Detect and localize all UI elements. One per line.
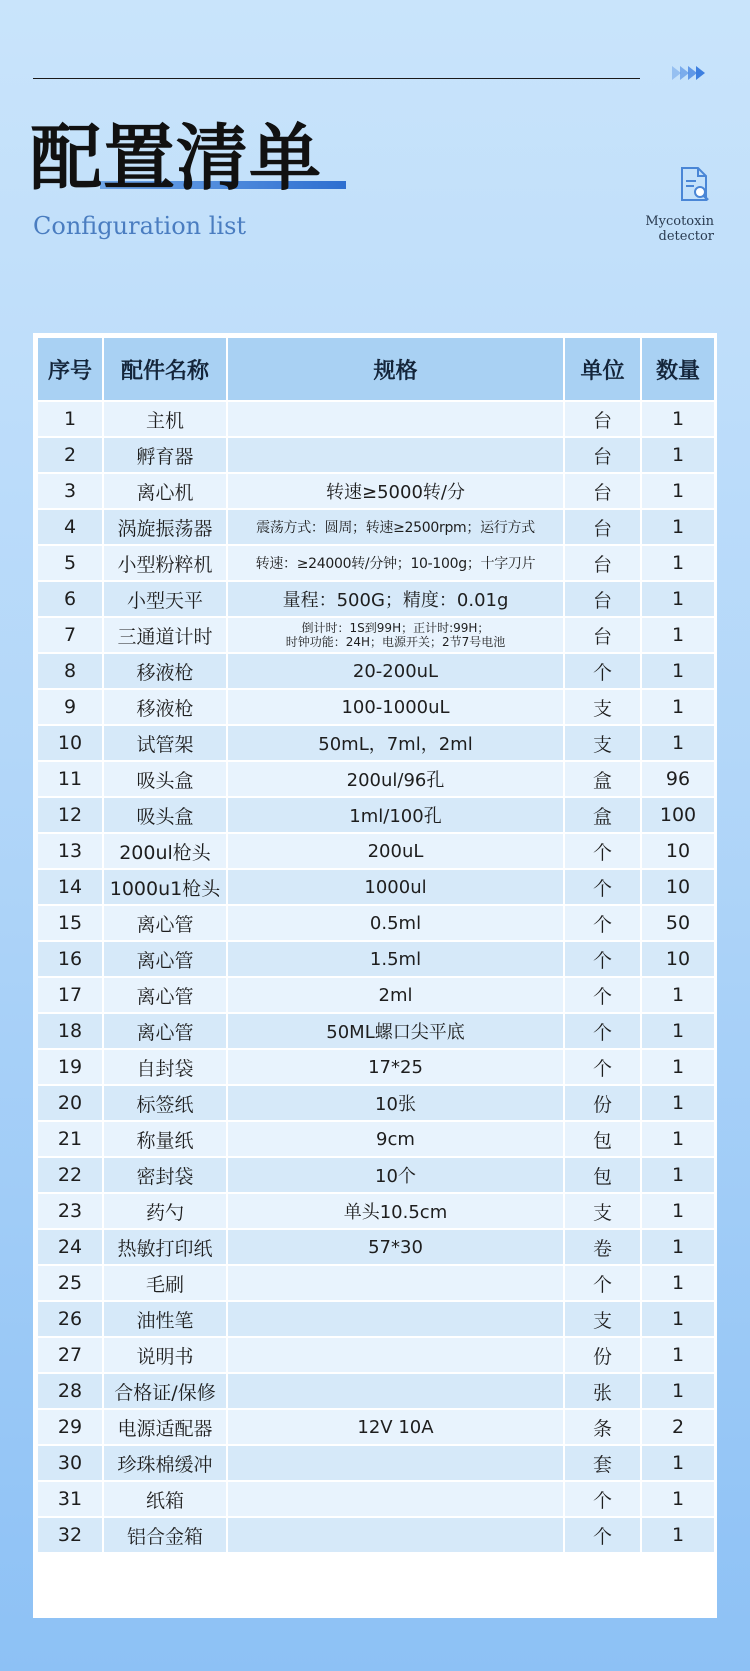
header-index: 序号 bbox=[37, 337, 103, 401]
cell-spec bbox=[227, 1373, 564, 1409]
cell-spec bbox=[227, 1265, 564, 1301]
cell-unit: 份 bbox=[564, 1085, 641, 1121]
table-row bbox=[37, 473, 715, 509]
cell-name: 小型天平 bbox=[103, 581, 227, 617]
table-row bbox=[37, 1265, 715, 1301]
cell-qty: 2 bbox=[641, 1409, 715, 1445]
cell-index: 8 bbox=[37, 653, 103, 689]
table-row bbox=[37, 1085, 715, 1121]
table-row bbox=[37, 1157, 715, 1193]
cell-name: 试管架 bbox=[103, 725, 227, 761]
header-part-name: 配件名称 bbox=[103, 337, 227, 401]
table-row bbox=[37, 1229, 715, 1265]
cell-spec: 10张 bbox=[227, 1085, 564, 1121]
table-row bbox=[37, 581, 715, 617]
cell-spec: 100-1000uL bbox=[227, 689, 564, 725]
table-row bbox=[37, 869, 715, 905]
document-analysis-icon bbox=[676, 165, 712, 203]
cell-unit: 条 bbox=[564, 1409, 641, 1445]
cell-qty: 1 bbox=[641, 1049, 715, 1085]
cell-unit: 台 bbox=[564, 437, 641, 473]
cell-unit: 包 bbox=[564, 1157, 641, 1193]
cell-index: 20 bbox=[37, 1085, 103, 1121]
cell-name: 离心机 bbox=[103, 473, 227, 509]
cell-name: 涡旋振荡器 bbox=[103, 509, 227, 545]
cell-name: 移液枪 bbox=[103, 689, 227, 725]
cell-unit: 支 bbox=[564, 1301, 641, 1337]
cell-qty: 96 bbox=[641, 761, 715, 797]
cell-index: 12 bbox=[37, 797, 103, 833]
cell-qty: 1 bbox=[641, 545, 715, 581]
cell-index: 4 bbox=[37, 509, 103, 545]
cell-unit: 个 bbox=[564, 941, 641, 977]
cell-qty: 1 bbox=[641, 1445, 715, 1481]
cell-unit: 个 bbox=[564, 653, 641, 689]
cell-unit: 个 bbox=[564, 1013, 641, 1049]
product-name-line1: Mycotoxin bbox=[645, 214, 714, 229]
cell-qty: 1 bbox=[641, 977, 715, 1013]
cell-unit: 个 bbox=[564, 1517, 641, 1553]
cell-index: 25 bbox=[37, 1265, 103, 1301]
table-row bbox=[37, 1517, 715, 1553]
cell-name: 称量纸 bbox=[103, 1121, 227, 1157]
cell-qty: 1 bbox=[641, 1481, 715, 1517]
header-divider bbox=[33, 78, 640, 79]
cell-name: 1000u1枪头 bbox=[103, 869, 227, 905]
cell-qty: 1 bbox=[641, 1193, 715, 1229]
table-row bbox=[37, 905, 715, 941]
cell-spec: 转速：≥24000转/分钟；10-100g；十字刀片 bbox=[227, 545, 564, 581]
table-row bbox=[37, 833, 715, 869]
table-header-row bbox=[37, 337, 715, 401]
cell-spec: 50mL，7ml，2ml bbox=[227, 725, 564, 761]
cell-qty: 1 bbox=[641, 1373, 715, 1409]
cell-unit: 个 bbox=[564, 869, 641, 905]
cell-index: 9 bbox=[37, 689, 103, 725]
cell-qty: 1 bbox=[641, 581, 715, 617]
cell-unit: 台 bbox=[564, 473, 641, 509]
cell-spec: 200ul/96孔 bbox=[227, 761, 564, 797]
cell-name: 说明书 bbox=[103, 1337, 227, 1373]
cell-qty: 1 bbox=[641, 653, 715, 689]
header-spec: 规格 bbox=[227, 337, 564, 401]
cell-spec bbox=[227, 1337, 564, 1373]
cell-index: 22 bbox=[37, 1157, 103, 1193]
cell-spec bbox=[227, 1445, 564, 1481]
cell-name: 毛刷 bbox=[103, 1265, 227, 1301]
cell-qty: 1 bbox=[641, 1013, 715, 1049]
table-body bbox=[37, 401, 715, 1553]
chevron-arrows-icon bbox=[672, 66, 704, 80]
title-block bbox=[30, 115, 323, 200]
cell-name: 纸箱 bbox=[103, 1481, 227, 1517]
table-row bbox=[37, 689, 715, 725]
cell-unit: 台 bbox=[564, 545, 641, 581]
cell-spec: 0.5ml bbox=[227, 905, 564, 941]
table-row bbox=[37, 1373, 715, 1409]
cell-qty: 1 bbox=[641, 1517, 715, 1553]
cell-index: 3 bbox=[37, 473, 103, 509]
cell-qty: 1 bbox=[641, 1265, 715, 1301]
cell-index: 29 bbox=[37, 1409, 103, 1445]
cell-name: 标签纸 bbox=[103, 1085, 227, 1121]
cell-name: 离心管 bbox=[103, 977, 227, 1013]
table-row bbox=[37, 941, 715, 977]
product-name-line2: detector bbox=[658, 229, 714, 244]
cell-index: 15 bbox=[37, 905, 103, 941]
table-row bbox=[37, 509, 715, 545]
table-row bbox=[37, 761, 715, 797]
cell-qty: 1 bbox=[641, 1229, 715, 1265]
header-quantity: 数量 bbox=[641, 337, 715, 401]
cell-spec: 17*25 bbox=[227, 1049, 564, 1085]
table-row bbox=[37, 725, 715, 761]
cell-spec: 单头10.5cm bbox=[227, 1193, 564, 1229]
cell-index: 21 bbox=[37, 1121, 103, 1157]
table-row bbox=[37, 1193, 715, 1229]
cell-spec: 12V 10A bbox=[227, 1409, 564, 1445]
cell-unit: 支 bbox=[564, 725, 641, 761]
cell-index: 30 bbox=[37, 1445, 103, 1481]
table-row bbox=[37, 1409, 715, 1445]
cell-qty: 10 bbox=[641, 941, 715, 977]
table-row bbox=[37, 1481, 715, 1517]
table-row bbox=[37, 1445, 715, 1481]
cell-name: 自封袋 bbox=[103, 1049, 227, 1085]
cell-index: 6 bbox=[37, 581, 103, 617]
cell-qty: 1 bbox=[641, 725, 715, 761]
cell-unit: 台 bbox=[564, 401, 641, 437]
cell-qty: 1 bbox=[641, 401, 715, 437]
cell-name: 药勺 bbox=[103, 1193, 227, 1229]
cell-spec bbox=[227, 1517, 564, 1553]
cell-spec-line2: 时钟功能：24H；电源开关；2节7号电池 bbox=[285, 635, 506, 649]
table-row bbox=[37, 977, 715, 1013]
cell-spec bbox=[227, 1301, 564, 1337]
table-row bbox=[37, 437, 715, 473]
page-title: 配置清单 bbox=[30, 115, 323, 200]
table-row bbox=[37, 401, 715, 437]
cell-name: 吸头盒 bbox=[103, 761, 227, 797]
cell-name: 三通道计时 bbox=[103, 617, 227, 653]
cell-unit: 台 bbox=[564, 509, 641, 545]
cell-unit: 支 bbox=[564, 1193, 641, 1229]
table-row bbox=[37, 1013, 715, 1049]
cell-name: 电源适配器 bbox=[103, 1409, 227, 1445]
cell-index: 18 bbox=[37, 1013, 103, 1049]
cell-qty: 50 bbox=[641, 905, 715, 941]
cell-index: 26 bbox=[37, 1301, 103, 1337]
cell-unit: 包 bbox=[564, 1121, 641, 1157]
cell-qty: 1 bbox=[641, 509, 715, 545]
cell-qty: 1 bbox=[641, 1121, 715, 1157]
cell-unit: 个 bbox=[564, 905, 641, 941]
table-row bbox=[37, 617, 715, 653]
cell-qty: 10 bbox=[641, 833, 715, 869]
cell-qty: 1 bbox=[641, 1301, 715, 1337]
cell-qty: 1 bbox=[641, 689, 715, 725]
cell-spec: 200uL bbox=[227, 833, 564, 869]
cell-name: 铝合金箱 bbox=[103, 1517, 227, 1553]
cell-spec: 1ml/100孔 bbox=[227, 797, 564, 833]
cell-qty: 100 bbox=[641, 797, 715, 833]
cell-qty: 1 bbox=[641, 1085, 715, 1121]
cell-spec: 震荡方式：圆周；转速≥2500rpm；运行方式 bbox=[227, 509, 564, 545]
cell-index: 28 bbox=[37, 1373, 103, 1409]
cell-index: 10 bbox=[37, 725, 103, 761]
cell-name: 孵育器 bbox=[103, 437, 227, 473]
table-row bbox=[37, 1301, 715, 1337]
cell-unit: 个 bbox=[564, 1481, 641, 1517]
cell-name: 离心管 bbox=[103, 941, 227, 977]
product-name bbox=[645, 214, 714, 244]
cell-index: 17 bbox=[37, 977, 103, 1013]
cell-unit: 盒 bbox=[564, 797, 641, 833]
cell-unit: 盒 bbox=[564, 761, 641, 797]
cell-index: 27 bbox=[37, 1337, 103, 1373]
cell-unit: 台 bbox=[564, 581, 641, 617]
cell-spec bbox=[227, 401, 564, 437]
page-subtitle: Configuration list bbox=[33, 212, 247, 240]
cell-spec: 20-200uL bbox=[227, 653, 564, 689]
cell-name: 离心管 bbox=[103, 905, 227, 941]
cell-name: 油性笔 bbox=[103, 1301, 227, 1337]
cell-name: 主机 bbox=[103, 401, 227, 437]
cell-index: 5 bbox=[37, 545, 103, 581]
cell-unit: 个 bbox=[564, 977, 641, 1013]
cell-name: 热敏打印纸 bbox=[103, 1229, 227, 1265]
cell-unit: 份 bbox=[564, 1337, 641, 1373]
cell-index: 7 bbox=[37, 617, 103, 653]
cell-index: 19 bbox=[37, 1049, 103, 1085]
cell-qty: 1 bbox=[641, 617, 715, 653]
cell-qty: 1 bbox=[641, 437, 715, 473]
cell-spec bbox=[227, 1481, 564, 1517]
cell-index: 23 bbox=[37, 1193, 103, 1229]
cell-index: 32 bbox=[37, 1517, 103, 1553]
cell-index: 16 bbox=[37, 941, 103, 977]
cell-qty: 1 bbox=[641, 1337, 715, 1373]
cell-spec: 57*30 bbox=[227, 1229, 564, 1265]
table-row bbox=[37, 1121, 715, 1157]
cell-spec: 10个 bbox=[227, 1157, 564, 1193]
header-unit: 单位 bbox=[564, 337, 641, 401]
configuration-table bbox=[36, 336, 716, 1554]
cell-spec: 9cm bbox=[227, 1121, 564, 1157]
table-row bbox=[37, 1337, 715, 1373]
cell-name: 珍珠棉缓冲 bbox=[103, 1445, 227, 1481]
table-row bbox=[37, 653, 715, 689]
cell-qty: 1 bbox=[641, 473, 715, 509]
cell-unit: 支 bbox=[564, 689, 641, 725]
cell-name: 吸头盒 bbox=[103, 797, 227, 833]
cell-name: 小型粉粹机 bbox=[103, 545, 227, 581]
cell-index: 2 bbox=[37, 437, 103, 473]
cell-index: 31 bbox=[37, 1481, 103, 1517]
cell-spec bbox=[227, 437, 564, 473]
cell-unit: 个 bbox=[564, 833, 641, 869]
cell-index: 13 bbox=[37, 833, 103, 869]
cell-index: 24 bbox=[37, 1229, 103, 1265]
cell-name: 密封袋 bbox=[103, 1157, 227, 1193]
cell-index: 14 bbox=[37, 869, 103, 905]
cell-qty: 10 bbox=[641, 869, 715, 905]
cell-spec: 2ml bbox=[227, 977, 564, 1013]
cell-name: 合格证/保修 bbox=[103, 1373, 227, 1409]
cell-spec: 1.5ml bbox=[227, 941, 564, 977]
cell-unit: 张 bbox=[564, 1373, 641, 1409]
cell-unit: 台 bbox=[564, 617, 641, 653]
cell-spec-line1: 倒计时：1S到99H；正计时:99H； bbox=[301, 621, 490, 635]
table-row bbox=[37, 545, 715, 581]
cell-spec bbox=[227, 617, 564, 653]
cell-unit: 个 bbox=[564, 1265, 641, 1301]
table-row bbox=[37, 797, 715, 833]
cell-spec: 转速≥5000转/分 bbox=[227, 473, 564, 509]
cell-name: 200ul枪头 bbox=[103, 833, 227, 869]
cell-qty: 1 bbox=[641, 1157, 715, 1193]
cell-spec: 量程：500G；精度：0.01g bbox=[227, 581, 564, 617]
table-row bbox=[37, 1049, 715, 1085]
cell-name: 离心管 bbox=[103, 1013, 227, 1049]
configuration-table-frame bbox=[33, 333, 717, 1618]
cell-index: 1 bbox=[37, 401, 103, 437]
cell-unit: 卷 bbox=[564, 1229, 641, 1265]
cell-spec: 50ML螺口尖平底 bbox=[227, 1013, 564, 1049]
cell-unit: 个 bbox=[564, 1049, 641, 1085]
cell-name: 移液枪 bbox=[103, 653, 227, 689]
cell-spec: 1000ul bbox=[227, 869, 564, 905]
cell-unit: 套 bbox=[564, 1445, 641, 1481]
cell-index: 11 bbox=[37, 761, 103, 797]
